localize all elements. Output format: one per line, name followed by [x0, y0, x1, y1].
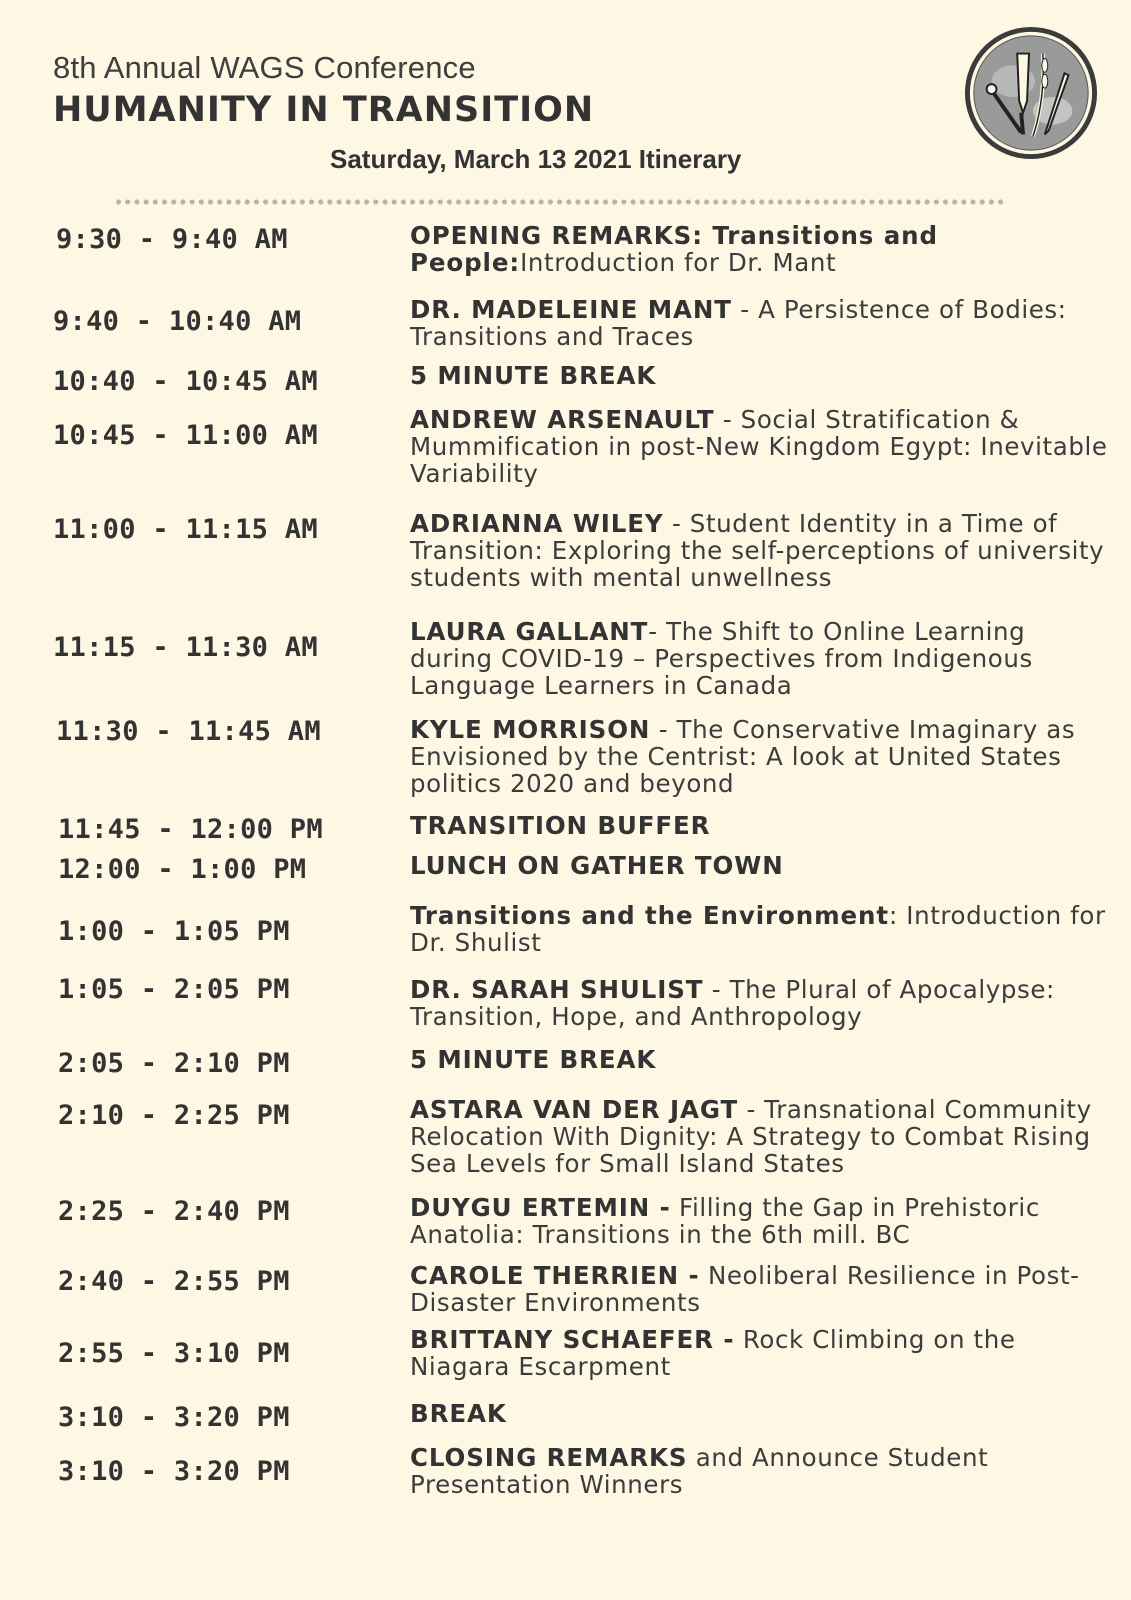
itinerary-date: Saturday, March 13 2021 Itinerary — [330, 144, 742, 174]
session-title: TRANSITION BUFFER — [410, 811, 711, 840]
page-title: HUMANITY IN TRANSITION — [53, 90, 595, 130]
session-description — [410, 812, 1110, 839]
session-time: 9:40 - 10:40 AM — [53, 306, 302, 337]
session-description — [410, 1326, 1110, 1380]
session-description — [410, 902, 1110, 956]
session-title: ADRIANNA WILEY — [410, 509, 664, 538]
session-description — [410, 296, 1110, 350]
session-description — [410, 510, 1110, 591]
session-title: BREAK — [410, 1399, 507, 1428]
session-detail: - Transnational Community Relocation With Dignity: A Strategy to Combat Rising Sea Levels for Small Island States — [410, 1095, 1092, 1178]
session-time: 11:30 - 11:45 AM — [56, 716, 321, 747]
session-detail: - The Conservative Imaginary as Envisioned by the Centrist: A look at United States politics 2020 and beyond — [410, 715, 1076, 798]
session-description — [410, 222, 1110, 276]
session-detail: - A Persistence of Bodies: Transitions and Traces — [410, 295, 1067, 351]
session-description — [410, 716, 1110, 797]
session-title: BRITTANY SCHAEFER - — [410, 1325, 735, 1354]
wags-emblem-icon — [962, 24, 1100, 162]
session-time: 2:40 - 2:55 PM — [58, 1266, 290, 1297]
session-title: Transitions and the Environment — [410, 901, 889, 930]
conference-name: 8th Annual WAGS Conference — [53, 50, 476, 85]
session-description — [410, 1400, 1110, 1427]
session-time: 10:45 - 11:00 AM — [53, 420, 318, 451]
session-time: 9:30 - 9:40 AM — [56, 224, 288, 255]
session-title: CLOSING REMARKS — [410, 1443, 688, 1472]
session-time: 3:10 - 3:20 PM — [58, 1456, 290, 1487]
session-title: CAROLE THERRIEN - — [410, 1261, 700, 1290]
session-detail: : Introduction for Dr. Shulist — [410, 901, 1106, 957]
session-time: 1:05 - 2:05 PM — [58, 974, 290, 1005]
session-description — [410, 618, 1110, 699]
session-description — [410, 1444, 1110, 1498]
session-time: 1:00 - 1:05 PM — [58, 916, 290, 947]
session-title: LAURA GALLANT — [410, 617, 649, 646]
session-title: OPENING REMARKS: Transitions and People: — [410, 221, 938, 277]
session-detail: Introduction for Dr. Mant — [520, 248, 837, 277]
session-title: ANDREW ARSENAULT — [410, 405, 715, 434]
session-description — [410, 1194, 1110, 1248]
session-time: 11:45 - 12:00 PM — [58, 814, 323, 845]
session-time: 11:00 - 11:15 AM — [53, 514, 318, 545]
session-time: 12:00 - 1:00 PM — [58, 854, 307, 885]
session-detail: - Social Stratification & Mummification in post-New Kingdom Egypt: Inevitable Variability — [410, 405, 1108, 488]
session-description — [410, 852, 1110, 879]
session-title: 5 MINUTE BREAK — [410, 1045, 657, 1074]
session-detail: and Announce Student Presentation Winners — [410, 1443, 989, 1499]
session-detail: Neoliberal Resilience in Post-Disaster Environments — [410, 1261, 1080, 1317]
session-description — [410, 362, 1110, 389]
session-time: 11:15 - 11:30 AM — [53, 632, 318, 663]
session-time: 2:25 - 2:40 PM — [58, 1196, 290, 1227]
session-time: 2:55 - 3:10 PM — [58, 1338, 290, 1369]
session-description — [410, 976, 1110, 1030]
session-description — [410, 1096, 1110, 1177]
session-time: 3:10 - 3:20 PM — [58, 1402, 290, 1433]
session-title: DR. SARAH SHULIST — [410, 975, 704, 1004]
session-title: LUNCH ON GATHER TOWN — [410, 851, 784, 880]
session-detail: - The Shift to Online Learning during COVID-19 – Perspectives from Indigenous Language Learners in Canada — [410, 617, 1033, 700]
session-title: ASTARA VAN DER JAGT — [410, 1095, 739, 1124]
session-time: 10:40 - 10:45 AM — [53, 366, 318, 397]
session-description — [410, 406, 1110, 487]
session-detail: - The Plural of Apocalypse: Transition, Hope, and Anthropology — [410, 975, 1055, 1031]
session-title: DR. MADELEINE MANT — [410, 295, 732, 324]
session-description — [410, 1262, 1110, 1316]
session-title: DUYGU ERTEMIN - — [410, 1193, 671, 1222]
dotted-divider — [114, 198, 1004, 206]
session-detail: Rock Climbing on the Niagara Escarpment — [410, 1325, 1016, 1381]
session-description — [410, 1046, 1110, 1073]
session-time: 2:05 - 2:10 PM — [58, 1048, 290, 1079]
session-title: 5 MINUTE BREAK — [410, 361, 657, 390]
session-detail: Filling the Gap in Prehistoric Anatolia: Transitions in the 6th mill. BC — [410, 1193, 1040, 1249]
session-time: 2:10 - 2:25 PM — [58, 1100, 290, 1131]
session-detail: - Student Identity in a Time of Transition: Exploring the self-perceptions of university students with mental unwellness — [410, 509, 1105, 592]
session-title: KYLE MORRISON — [410, 715, 651, 744]
